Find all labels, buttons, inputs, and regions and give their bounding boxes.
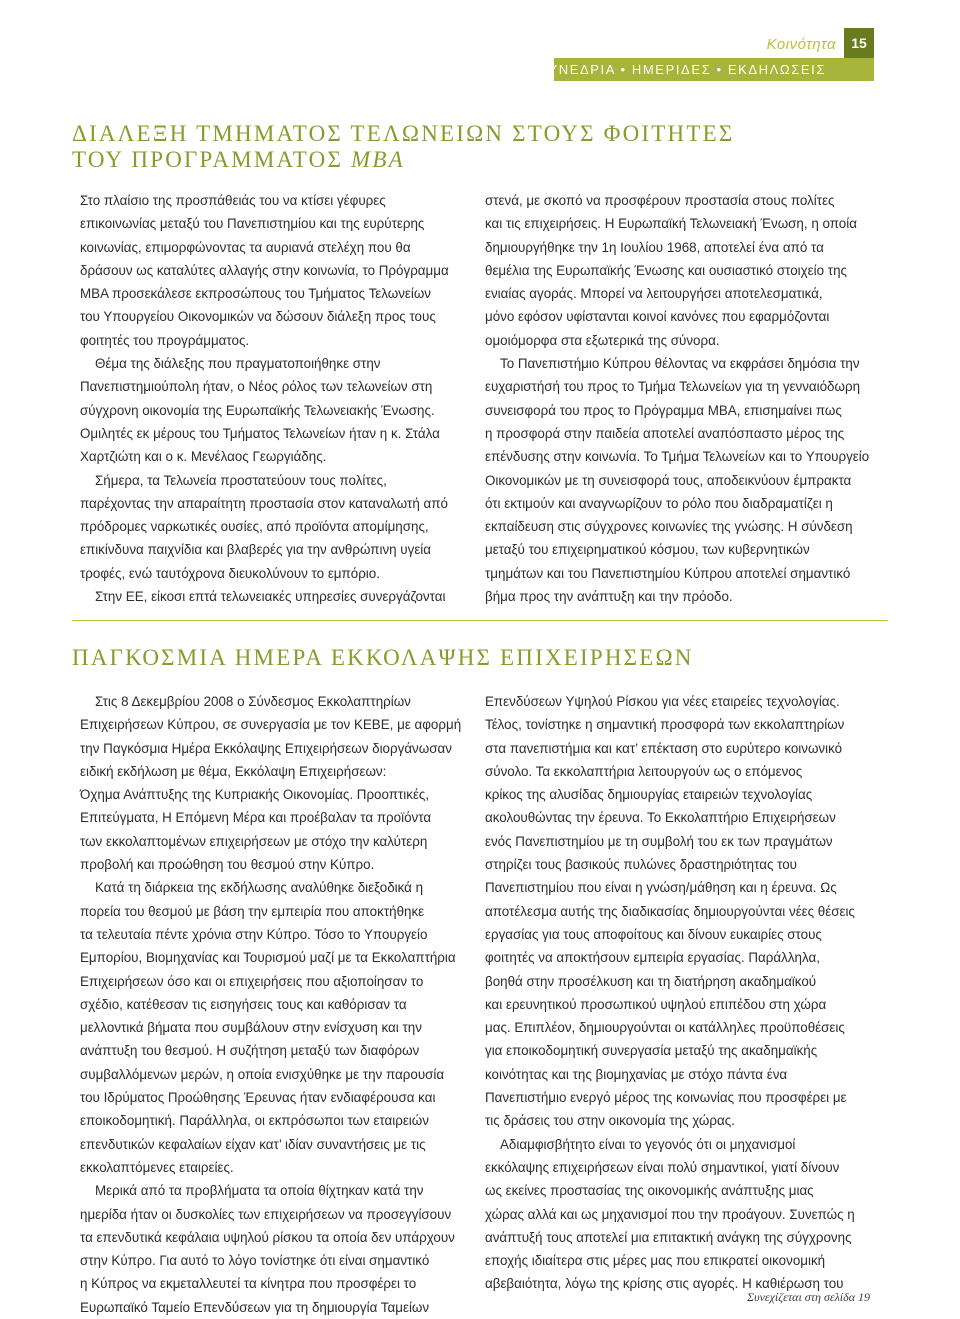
- magazine-title: Κοινότητα: [766, 36, 836, 53]
- text-line: επενδυτικών κεφαλαίων είχαν κατ’ ιδίαν συναντήσεις με τις: [80, 1136, 426, 1152]
- article1-title-line1: ΔΙΑΛΕΞΗ ΤΜΗΜΑΤΟΣ ΤΕΛΩΝΕΙΩΝ ΣΤΟΥΣ ΦΟΙΤΗΤΕΣ: [72, 121, 735, 146]
- text-line: ως εκείνες προστασίας της οικονομικής ανάπτυξης μιας: [485, 1183, 814, 1199]
- text-line: κρίκος της αλυσίδας δημιουργίας εταιρειών τεχνολογίας: [485, 787, 813, 803]
- text-line: ευχαριστήσή του προς το Τμήμα Τελωνείων για τη γενναιόδωρη: [485, 379, 861, 395]
- text-line: ειδική εκδήλωση με θέμα, Εκκόλαψη Επιχειρήσεων:: [80, 763, 387, 779]
- article1-title: [72, 121, 734, 173]
- text-line: αβεβαιότητα, λόγω της κρίσης στις αγορές. Η καθιέρωση του: [485, 1276, 844, 1292]
- text-line: των εκκολαπτομένων επιχειρήσεων με στόχο την καλύτερη: [80, 833, 428, 849]
- text-line: ανάπτυξή τους αποτελεί μια επιτακτική ανάγκη της σύγχρονης: [485, 1229, 852, 1245]
- text-line: στενά, με σκοπό να προσφέρουν προστασία στους πολίτες: [485, 193, 835, 208]
- text-line: δημιουργήθηκε την 1η Ιουλίου 1968, αποτελεί ένα από τα: [485, 239, 824, 255]
- text-line: βήμα προς την ανάπτυξη και την πρόοδο.: [485, 589, 733, 605]
- text-line: δράσουν ως καταλύτες αλλαγής στην κοινωνία, το Πρόγραμμα: [80, 262, 449, 278]
- text-line: συνεισφορά του προς το Πρόγραμμα MBA, επισημαίνει πως: [485, 402, 842, 418]
- text-line: τα επενδυτικά κεφάλαια υψηλού ρίσκου τα οποία δεν υπάρχουν: [80, 1229, 455, 1245]
- text-line: Τέλος, τονίστηκε η σημαντική προσφορά των εκκολαπτηρίων: [485, 717, 845, 733]
- text-line: Επενδύσεων Υψηλού Ρίσκου για νέες εταιρείες τεχνολογίας.: [485, 694, 840, 709]
- text-line: εποχής ιδιαίτερα στις μέρες μας που επικρατεί οικονομική: [485, 1253, 826, 1269]
- article1-column-left: [80, 189, 480, 608]
- text-line: ότι εκτιμούν και αναγνωρίζουν το ρόλο που διαδραματίζει η: [485, 495, 833, 511]
- text-line: η προσφορά στην παιδεία αποτελεί αναπόσπαστο μέρος της: [485, 425, 845, 441]
- text-line: επένδυσης στην κοινωνία. Το Τμήμα Τελωνείων και το Υπουργείο: [485, 449, 870, 465]
- text-line: ομοιόμορφα στα εξωτερικά της σύνορα.: [485, 332, 720, 348]
- text-line: και τις επιχειρήσεις. Η Ευρωπαϊκή Τελωνειακή Ένωση, η οποία: [485, 216, 857, 232]
- text-line: επικοινωνίας μεταξύ του Πανεπιστημίου και της ευρύτερης: [80, 216, 425, 232]
- text-line: Ευρωπαϊκό Ταμείο Επενδύσεων για τη δημιουργία Ταμείων: [80, 1299, 430, 1315]
- text-line: χώρας αλλά και ως μηχανισμοί που την προάγουν. Συνεπώς η: [485, 1206, 855, 1222]
- text-line: σύγχρονη οικονομία της Ευρωπαϊκής Τελωνειακής Ένωσης.: [80, 402, 435, 418]
- article2-column-left: [80, 690, 480, 1319]
- text-line: μας. Επιπλέον, δημιουργούνται οι κατάλληλες προϋποθέσεις: [485, 1020, 845, 1036]
- text-line: τις δράσεις του στην οικονομία της χώρας.: [485, 1113, 735, 1129]
- text-line: η Κύπρος να εκμεταλλευτεί τα κίνητρα που προσφέρει το: [80, 1276, 417, 1292]
- text-line: πρόδρομες ναρκωτικές ουσίες, από προϊόντα απομίμησης,: [80, 519, 429, 535]
- article2-title: ΠΑΓΚΟΣΜΙΑ ΗΜΕΡΑ ΕΚΚΟΛΑΨΗΣ ΕΠΙΧΕΙΡΗΣΕΩΝ: [72, 645, 694, 670]
- text-line: εργασίας για τους αποφοίτους και δίνουν ευκαιρίες στους: [485, 926, 822, 942]
- text-line: αποτέλεσμα αυτής της διαδικασίας δημιουργούνται νέες θέσεις: [485, 903, 855, 919]
- text-line: πορεία του θεσμού με βάση την εμπειρία που αποκτήθηκε: [80, 903, 425, 919]
- text-line: Πανεπιστημίου που είναι η γνώση/μάθηση και η έρευνα. Ως: [485, 880, 837, 896]
- text-line: σχέδιο, κατέθεσαν τις εισηγήσεις τους και καθόρισαν τα: [80, 996, 407, 1012]
- text-line: Επιχειρήσεων όσο και οι επιχειρήσεις που αξιοποίησαν το: [80, 973, 424, 989]
- text-line: Στις 8 Δεκεμβρίου 2008 ο Σύνδεσμος Εκκολαπτηρίων: [95, 694, 411, 709]
- text-line: Οικονομικών με τη συνεισφορά τους, αποδεικνύουν έμπρακτα: [485, 472, 852, 488]
- article1-title-line2: ΤΟΥ ΠΡΟΓΡΑΜΜΑΤΟΣ MBA: [72, 147, 405, 172]
- article2-column-right: [485, 690, 885, 1296]
- text-line: εκπαίδευση στις σύγχρονες κοινωνίες της γνώσης. Η σύνδεση: [485, 519, 853, 535]
- text-line: προβολή και προώθηση του θεσμού στην Κύπρο.: [80, 857, 375, 873]
- text-line: Εμπορίου, Βιομηχανίας και Τουρισμού μαζί με τα Εκκολαπτήρια: [80, 950, 456, 966]
- text-line: τα τελευταία πέντε χρόνια στην Κύπρο. Τόσο το Υπουργείο: [80, 926, 428, 942]
- text-line: Κατά τη διάρκεια της εκδήλωσης αναλύθηκε διεξοδικά η: [95, 880, 424, 896]
- text-line: κοινότητας και της βιομηχανίας με στόχο πάντα ένα: [485, 1066, 788, 1082]
- text-line: συμβαλλόμενων μερών, η οποία ενισχύθηκε με την παρουσία: [80, 1066, 445, 1082]
- text-line: φοιτητές να αποκτήσουν εμπειρία εργασίας. Παράλληλα,: [485, 950, 820, 966]
- text-line: σύνολο. Τα εκκολαπτήρια λειτουργούν ως ο επόμενος: [485, 763, 803, 779]
- text-line: Επιχειρήσεων Κύπρου, σε συνεργασία με τον ΚΕΒΕ, με αφορμή: [80, 717, 462, 733]
- text-line: εκκολαπτόμενες εταιρείες.: [80, 1159, 234, 1175]
- text-line: την Παγκόσμια Ημέρα Εκκόλαψης Επιχειρήσεων διοργάνωσαν: [80, 740, 452, 756]
- text-line: τμημάτων και του Πανεπιστημίου Κύπρου αποτελεί σημαντικό: [485, 565, 851, 581]
- text-line: μεταξύ του επιχειρηματικού κόσμου, των κυβερνητικών: [485, 542, 810, 558]
- section-divider: [72, 620, 888, 621]
- text-line: Επιτεύγματα, Η Επόμενη Μέρα και προέβαλαν τα προϊόντα: [80, 810, 432, 826]
- text-line: στηρίζει τους βασικούς πυλώνες δραστηριότητας του: [485, 857, 797, 873]
- text-line: για εποικοδομητική συνεργασία μεταξύ της ακαδημαϊκής: [485, 1043, 818, 1059]
- text-line: ακολουθώντας την έρευνα. Το Εκκολαπτήριο Επιχειρήσεων: [485, 810, 836, 826]
- text-line: Στο πλαίσιο της προσπάθειάς του να κτίσει γέφυρες: [80, 193, 386, 208]
- page-number: 15: [844, 28, 874, 58]
- text-line: στην Κύπρο. Για αυτό το λόγο τονίστηκε ότι είναι σημαντικό: [80, 1253, 430, 1269]
- text-line: μελλοντικά βήματα που συμβάλουν στην ενίσχυση και την: [80, 1020, 422, 1036]
- text-line: Στην ΕΕ, είκοσι επτά τελωνειακές υπηρεσίες συνεργάζονται: [95, 589, 446, 605]
- text-line: του Ιδρύματος Προώθησης Έρευνας ήταν ενδιαφέρουσα και: [80, 1090, 436, 1106]
- text-line: ενιαίας αγοράς. Μπορεί να λειτουργήσει αποτελεσματικά,: [485, 286, 823, 302]
- section-banner: [538, 58, 874, 81]
- text-line: Ομιλητές εκ μέρους του Τμήματος Τελωνείων ήταν η κ. Στάλα: [80, 425, 440, 441]
- text-line: Θέμα της διάλεξης που πραγματοποιήθηκε στην: [95, 356, 381, 372]
- text-line: και ερευνητικού προσωπικού υψηλού επιπέδου στη χώρα: [485, 996, 827, 1012]
- text-line: εκκόλαψης επιχειρήσεων είναι πολύ σημαντικοί, γιατί δίνουν: [485, 1159, 840, 1175]
- text-line: ενός Πανεπιστημίου με τη συμβολή του εκ των πραγμάτων: [485, 833, 833, 849]
- text-line: ημερίδα ήταν οι δυσκολίες των επιχειρήσεων να προσεγγίσουν: [80, 1206, 452, 1222]
- text-line: Σήμερα, τα Τελωνεία προστατεύουν τους πολίτες,: [95, 472, 387, 488]
- text-line: Το Πανεπιστήμιο Κύπρου θέλοντας να εκφράσει δημόσια την: [500, 356, 860, 372]
- text-line: μόνο εφόσον υφίστανται κοινοί κανόνες που εφαρμόζονται: [485, 309, 830, 325]
- text-line: βοηθά στην προσέλκυση και τη διατήρηση ακαδημαϊκού: [485, 973, 817, 989]
- text-line: Πανεπιστημιούπολη ήταν, ο Νέος ρόλος των τελωνείων στη: [80, 379, 433, 395]
- section-label: ΣΥΝΕΔΡΙΑ • ΗΜΕΡΙΔΕΣ • ΕΚΔΗΛΩΣΕΙΣ: [538, 62, 826, 77]
- text-line: του Υπουργείου Οικονομικών να δώσουν διάλεξη προς τους: [80, 309, 436, 325]
- text-line: κοινωνίας, επιμορφώνοντας τα αυριανά στελέχη που θα: [80, 239, 411, 255]
- text-line: παρέχοντας την απαραίτητη προστασία στον καταναλωτή από: [80, 495, 448, 511]
- text-line: MBA προσεκάλεσε εκπροσώπους του Τμήματος Τελωνείων: [80, 286, 431, 302]
- text-line: Πανεπιστήμιο ενεργό μέρος της κοινωνίας που προσφέρει με: [485, 1090, 847, 1106]
- text-line: φοιτητές του προγράμματος.: [80, 332, 250, 348]
- text-line: Όχημα Ανάπτυξης της Κυπριακής Οικονομίας. Προοπτικές,: [80, 787, 430, 803]
- text-line: Μερικά από τα προβλήματα τα οποία θίχτηκαν κατά την: [95, 1183, 424, 1199]
- article1-column-right: [485, 189, 885, 608]
- text-line: θεμέλια της Ευρωπαϊκής Ένωσης και ουσιαστικό στοιχείο της: [485, 262, 847, 278]
- text-line: στα πανεπιστήμια και κατ’ επέκταση στο ευρύτερο κοινωνικό: [485, 740, 843, 756]
- text-line: εποικοδομητική. Παράλληλα, οι εκπρόσωποι των εταιρειών: [80, 1113, 429, 1129]
- text-line: τροφές, ενώ ταυτόχρονα διευκολύνουν το εμπόριο.: [80, 565, 380, 581]
- continued-note: Συνεχίζεται στη σελίδα 19: [746, 1290, 870, 1304]
- text-line: επικίνδυνα παιχνίδια και βλαβερές για την ανθρώπινη υγεία: [80, 542, 432, 558]
- text-line: Χαρτζιώτη και ο κ. Μενέλαος Γεωργιάδης.: [80, 449, 327, 465]
- text-line: ανάπτυξη του θεσμού. Η συζήτηση μεταξύ των διαφόρων: [80, 1043, 420, 1059]
- text-line: Αδιαμφισβήτητο είναι το γεγονός ότι οι μηχανισμοί: [500, 1136, 796, 1152]
